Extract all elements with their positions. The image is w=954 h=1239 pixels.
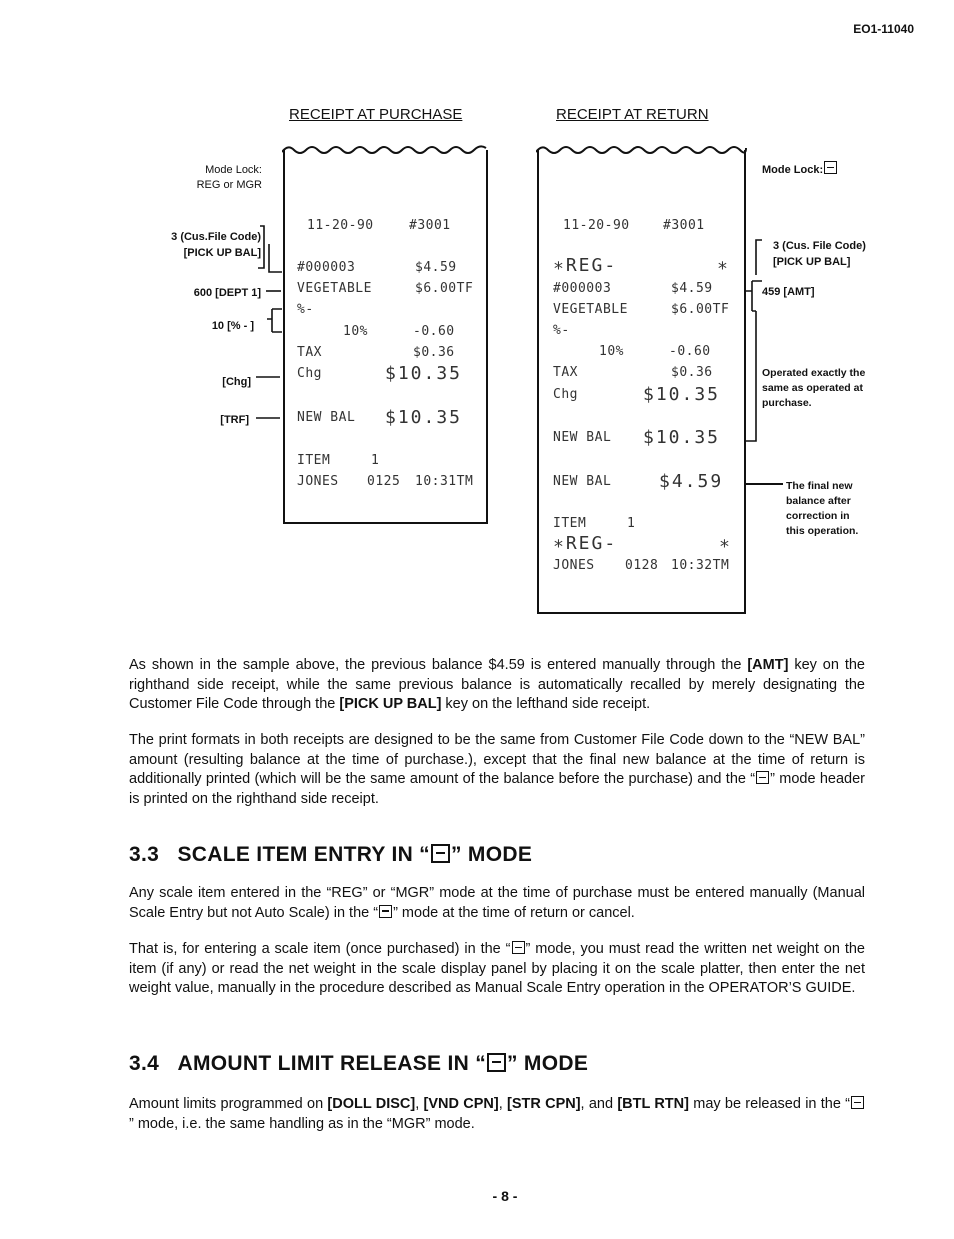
operated-line-1: Operated exactly the (762, 367, 866, 379)
right-bracket-connectors (742, 235, 764, 445)
heading-receipt-purchase: RECEIPT AT PURCHASE (289, 106, 463, 123)
vnd-cpn-key: [VND CPN] (423, 1096, 499, 1112)
p2-text-2: ” mode header is printed on the righthand side receipt. (129, 771, 865, 807)
receipt-item-label: ITEM (553, 516, 587, 531)
section-3-4-title (129, 1052, 588, 1076)
minus-mode-icon (487, 1053, 506, 1072)
receipt-chg-label: Chg (553, 387, 578, 402)
str-cpn-key: [STR CPN] (507, 1096, 581, 1112)
section-title: AMOUNT LIMIT RELEASE IN “ (177, 1052, 486, 1075)
receipt-customer-amount: $4.59 (415, 260, 457, 275)
btl-rtn-key: [BTL RTN] (617, 1096, 689, 1112)
right-note-operated (762, 366, 865, 411)
p5-text-2: may be released in the “ (688, 1096, 851, 1112)
p5-text: Amount limits programmed on (129, 1096, 328, 1112)
p1-text-3: key on the lefthand side receipt. (441, 696, 651, 712)
receipt-reg-footer-star: ∗ (719, 533, 732, 554)
tear-edge-icon (282, 144, 489, 156)
p3-text-2: ” mode at the time of return or cancel. (393, 904, 635, 921)
receipt-item-vegetable: VEGETABLE (297, 281, 372, 296)
paragraph-print-formats (129, 731, 865, 809)
receipt-chg-amount: $10.35 (385, 363, 463, 384)
receipt-reg-header: ∗REG- (553, 255, 618, 276)
receipt-percent-label: %- (297, 302, 314, 317)
minus-mode-icon (824, 161, 837, 174)
receipt-reg-footer: ∗REG- (553, 533, 618, 554)
p1-text-2: key on the righthand side receipt, while the same previous balance is automatically recalled by merely designating the Customer File Code through the (129, 657, 865, 712)
final-line-4: this operation. (786, 525, 859, 537)
receipt-vegetable-amount: $6.00TF (671, 302, 730, 317)
receipt-percent-rate: 10% (599, 344, 624, 359)
receipt-item-count: 1 (627, 516, 636, 531)
p3-text: Any scale item entered in the “REG” or “MGR” mode at the time of purchase must be entered manually (Manual Scale Entry but not Auto Scale) in the “ (129, 885, 865, 921)
final-line-2: balance after (786, 495, 851, 507)
left-bracket-connectors (252, 222, 284, 432)
receipt-reg-header-star: ∗ (717, 255, 730, 276)
left-note-chg: [Chg] (222, 376, 251, 388)
section-3-3-title (129, 843, 532, 867)
receipt-chg-label: Chg (297, 366, 322, 381)
final-line-1: The final new (786, 480, 853, 492)
receipt-tax-label: TAX (297, 345, 322, 360)
p4-text-2: ” mode, you must read the written net weight on the item (if any) or read the net weight in the scale display panel by placing it on the scale platter, then enter the net weight value, manually in the procedure described as Manual Scale Entry operation in the OPERATOR’S GUIDE. (129, 941, 865, 996)
receipt-purchase (283, 150, 488, 524)
p5-sep-3: , and (580, 1096, 618, 1112)
right-note-amt: 459 [AMT] (762, 286, 815, 298)
right-cus-file-label: 3 (Cus. File Code) (773, 240, 866, 252)
receipt-percent-amount: -0.60 (669, 344, 711, 359)
minus-mode-icon (379, 905, 392, 918)
section-number: 3.3 (129, 843, 160, 866)
receipt-clerk-number: 0128 (625, 558, 659, 573)
page-number: - 8 - (492, 1188, 518, 1204)
receipt-return (537, 150, 746, 614)
receipt-final-newbal-label: NEW BAL (553, 474, 612, 489)
receipt-clerk: JONES (297, 474, 339, 489)
receipt-tax-label: TAX (553, 365, 578, 380)
receipt-tax-amount: $0.36 (413, 345, 455, 360)
receipt-chg-amount: $10.35 (643, 384, 721, 405)
left-note-dept: 600 [DEPT 1] (193, 287, 261, 299)
receipt-customer-amount: $4.59 (671, 281, 713, 296)
heading-receipt-return: RECEIPT AT RETURN (556, 106, 709, 123)
receipt-final-newbal-amount: $4.59 (659, 471, 724, 492)
left-note-percent: 10 [% - ] (211, 320, 254, 332)
left-cus-file-label: 3 (Cus.File Code) (171, 231, 261, 243)
p4-text: That is, for entering a scale item (once purchased) in the “ (129, 941, 511, 957)
right-note-final (786, 479, 858, 539)
left-note-mode-lock (197, 163, 262, 193)
right-note-mode-lock (762, 161, 838, 178)
receipt-vegetable-amount: $6.00TF (415, 281, 474, 296)
receipt-newbal-amount: $10.35 (385, 407, 463, 428)
p5-sep-1: , (415, 1096, 424, 1112)
receipt-percent-label: %- (553, 323, 570, 338)
receipt-clerk: JONES (553, 558, 595, 573)
amt-key: [AMT] (747, 657, 789, 673)
p5-sep-2: , (498, 1096, 507, 1112)
receipt-item-vegetable: VEGETABLE (553, 302, 628, 317)
left-note-trf: [TRF] (220, 414, 249, 426)
minus-mode-icon (756, 771, 769, 784)
receipt-number: #3001 (409, 218, 451, 233)
receipt-customer: #000003 (297, 260, 356, 275)
receipt-item-label: ITEM (297, 453, 331, 468)
paragraph-previous-balance (129, 656, 865, 715)
paragraph-amount-limit (129, 1095, 865, 1134)
minus-mode-icon (431, 844, 450, 863)
section-title: SCALE ITEM ENTRY IN “ (177, 843, 430, 866)
p5-text-3: ” mode, i.e. the same handling as in the “MGR” mode. (129, 1115, 475, 1132)
operated-line-3: purchase. (762, 397, 812, 409)
section-title-end: ” MODE (507, 1052, 589, 1075)
minus-mode-icon (851, 1096, 864, 1109)
left-pick-up-bal-label: [PICK UP BAL] (183, 247, 261, 259)
right-pick-up-bal-label: [PICK UP BAL] (773, 256, 851, 268)
receipt-date: 11-20-90 (307, 218, 374, 233)
left-mode-lock-value: REG or MGR (196, 179, 262, 191)
receipt-clerk-number: 0125 (367, 474, 401, 489)
receipt-newbal-label: NEW BAL (553, 430, 612, 445)
receipt-newbal-amount: $10.35 (643, 427, 721, 448)
receipt-customer: #000003 (553, 281, 612, 296)
receipt-time: 10:32TM (671, 558, 730, 573)
receipt-newbal-label: NEW BAL (297, 410, 356, 425)
receipt-tax-amount: $0.36 (671, 365, 713, 380)
p1-text: As shown in the sample above, the previous balance $4.59 is entered manually through the (129, 657, 748, 673)
document-id: EO1-11040 (853, 22, 914, 36)
receipt-percent-rate: 10% (343, 324, 368, 339)
receipt-time: 10:31TM (415, 474, 474, 489)
pick-up-bal-key: [PICK UP BAL] (339, 696, 442, 712)
final-balance-pointer (745, 483, 783, 485)
receipt-number: #3001 (663, 218, 705, 233)
right-note-cus-file (773, 238, 866, 270)
receipt-item-count: 1 (371, 453, 380, 468)
left-mode-lock-label: Mode Lock: (205, 164, 262, 176)
tear-edge-icon (536, 144, 747, 156)
p2-text: The print formats in both receipts are designed to be the same from Customer File Code down to the “NEW BAL” amount (resulting balance at the time of purchase.), except that the final new balance at the time of return is additionally printed (which will be the same amount of the balance before the purchase) and the “ (129, 732, 865, 787)
receipt-percent-amount: -0.60 (413, 324, 455, 339)
left-note-cus-file (171, 229, 261, 261)
minus-mode-icon (512, 941, 525, 954)
section-number: 3.4 (129, 1052, 160, 1075)
final-line-3: correction in (786, 510, 850, 522)
right-mode-lock-label: Mode Lock: (762, 164, 824, 176)
receipt-date: 11-20-90 (563, 218, 630, 233)
section-title-end: ” MODE (451, 843, 533, 866)
paragraph-scale-entry (129, 884, 865, 923)
operated-line-2: same as operated at (762, 382, 863, 394)
doll-disc-key: [DOLL DISC] (327, 1096, 416, 1112)
paragraph-scale-procedure (129, 940, 865, 999)
